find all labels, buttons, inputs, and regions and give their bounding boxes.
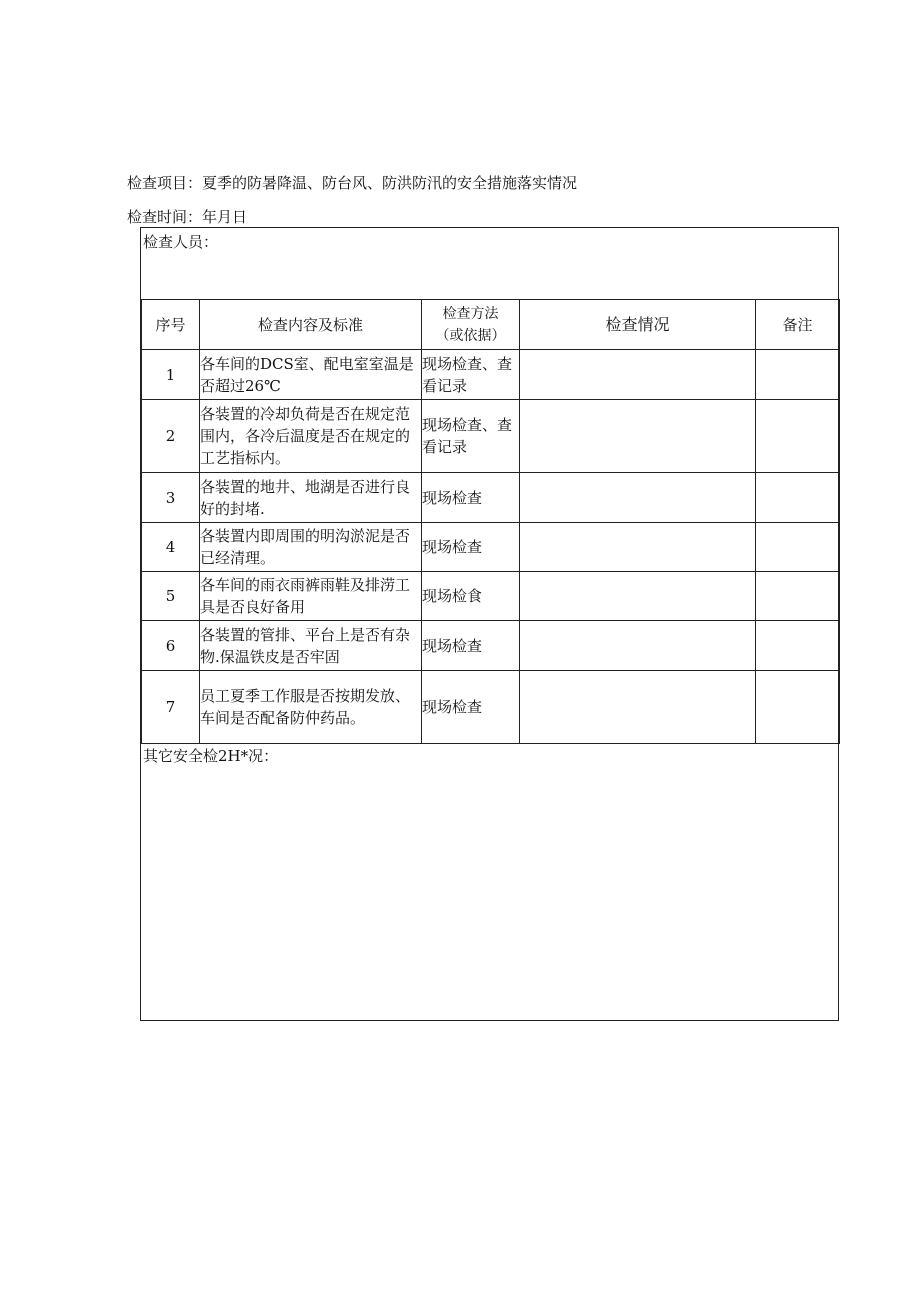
row-remarks-cell[interactable] — [756, 671, 840, 744]
row-remarks-cell[interactable] — [756, 350, 840, 400]
row-situation-cell[interactable] — [520, 572, 756, 621]
row-content: 各装置的管排、平台上是否有杂物.保温铁皮是否牢固 — [200, 621, 422, 671]
row-method: 现场检查、查看记录 — [422, 400, 520, 473]
table-row — [142, 523, 840, 572]
row-content: 员工夏季工作服是否按期发放、车间是否配备防仲药品。 — [200, 671, 422, 744]
table-row — [142, 621, 840, 671]
row-method: 现场检食 — [422, 572, 520, 621]
table-row — [142, 350, 840, 400]
other-safety-checks-field[interactable] — [141, 742, 838, 1020]
header-method — [422, 300, 520, 350]
row-remarks-cell[interactable] — [756, 473, 840, 523]
row-seq: 3 — [142, 473, 200, 523]
row-method: 现场检查 — [422, 621, 520, 671]
table-row — [142, 400, 840, 473]
checklist-table — [141, 299, 840, 744]
row-content: 各装置的地井、地湖是否进行良好的封堵. — [200, 473, 422, 523]
row-situation-cell[interactable] — [520, 473, 756, 523]
row-situation-cell[interactable] — [520, 523, 756, 572]
row-content: 各车间的雨衣雨裤雨鞋及排涝工具是否良好备用 — [200, 572, 422, 621]
table-row — [142, 671, 840, 744]
row-remarks-cell[interactable] — [756, 621, 840, 671]
row-seq: 7 — [142, 671, 200, 744]
inspection-sheet — [140, 227, 839, 1021]
row-method: 现场检查 — [422, 473, 520, 523]
row-situation-cell[interactable] — [520, 350, 756, 400]
row-seq: 5 — [142, 572, 200, 621]
inspectors-label: 检查人员： — [143, 233, 219, 251]
other-safety-checks-label: 其它安全检2H*况： — [143, 747, 279, 765]
row-remarks-cell[interactable] — [756, 400, 840, 473]
row-situation-cell[interactable] — [520, 671, 756, 744]
table-row — [142, 473, 840, 523]
header-content: 检查内容及标准 — [200, 300, 422, 350]
inspectors-field[interactable] — [141, 228, 838, 300]
row-content: 各车间的DCS室、配电室室温是否超过26℃ — [200, 350, 422, 400]
row-content: 各装置的冷却负荷是否在规定范围内，各冷后温度是否在规定的工艺指标内。 — [200, 400, 422, 473]
row-remarks-cell[interactable] — [756, 572, 840, 621]
row-method: 现场检查、查看记录 — [422, 350, 520, 400]
row-seq: 6 — [142, 621, 200, 671]
row-method: 现场检查 — [422, 523, 520, 572]
row-remarks-cell[interactable] — [756, 523, 840, 572]
header-seq: 序号 — [142, 300, 200, 350]
table-header-row — [142, 300, 840, 350]
row-seq: 1 — [142, 350, 200, 400]
header-method-line2: （或依据） — [435, 327, 506, 344]
header-remarks: 备注 — [756, 300, 840, 350]
row-seq: 4 — [142, 523, 200, 572]
header-situation: 检查情况 — [520, 300, 756, 350]
row-situation-cell[interactable] — [520, 400, 756, 473]
header-method-line1: 检查方法 — [442, 305, 499, 322]
row-situation-cell[interactable] — [520, 621, 756, 671]
row-method: 现场检查 — [422, 671, 520, 744]
table-row — [142, 572, 840, 621]
inspection-date-label: 检查时间：年月日 — [127, 208, 248, 226]
row-content: 各装置内即周围的明沟淤泥是否已经清理。 — [200, 523, 422, 572]
inspection-item-title: 检查项目：夏季的防暑降温、防台风、防洪防汛的安全措施落实情况 — [127, 174, 578, 192]
row-seq: 2 — [142, 400, 200, 473]
